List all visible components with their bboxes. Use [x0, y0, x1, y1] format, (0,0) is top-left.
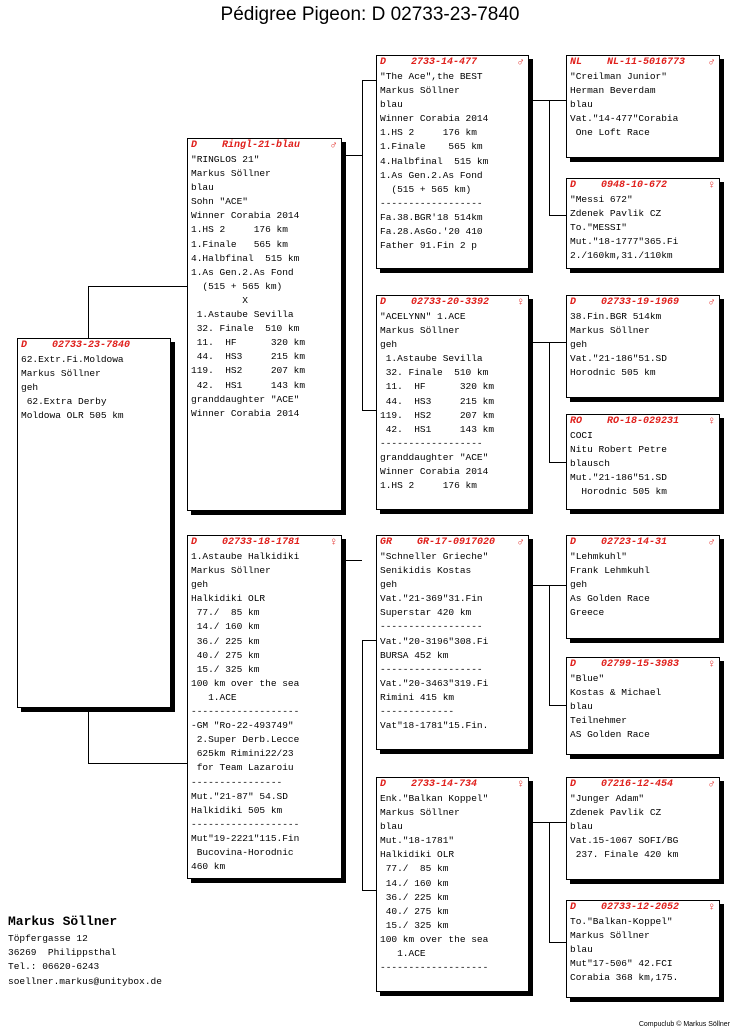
detail-line: Vat."21-186"51.SD [570, 353, 667, 365]
detail-line: geh [380, 339, 398, 351]
detail-line: geh [570, 339, 588, 351]
connector-line [88, 286, 187, 287]
detail-line: geh [380, 579, 398, 591]
detail-line: Frank Lehmkuhl [570, 565, 650, 577]
pigeon-details [188, 550, 341, 874]
ring-number: NL-11-5016773 [607, 57, 686, 68]
female-icon: ♀ [517, 297, 524, 309]
detail-line: ------------------- [191, 706, 300, 718]
detail-line: 119. HS2 207 km [380, 409, 495, 421]
detail-line: 100 km over the sea [380, 933, 489, 945]
detail-line: Vat"18-1781"15.Fin. [380, 720, 489, 732]
detail-line: "Messi 672" [570, 194, 633, 205]
detail-line: 1.Astaube Halkidiki [191, 551, 300, 562]
pigeon-card-subject [17, 338, 171, 708]
detail-line: blau [380, 99, 403, 111]
pigeon-card-mother [187, 535, 342, 879]
pigeon-details [567, 792, 719, 862]
detail-line: Winner Corabia 2014 [191, 210, 300, 222]
detail-line: granddaughter "ACE" [191, 393, 300, 405]
detail-line: 1.HS 2 176 km [191, 224, 288, 236]
detail-line: 11. HF 320 km [191, 337, 306, 349]
detail-line: 14./ 160 km [191, 621, 260, 633]
detail-line: Winner Corabia 2014 [191, 407, 300, 419]
pigeon-card-ffm [566, 178, 720, 269]
detail-line: One Loft Race [570, 127, 650, 139]
country-code: D [191, 140, 198, 151]
male-icon: ♂ [708, 779, 715, 791]
detail-line: ------------------ [380, 437, 483, 449]
pigeon-header [377, 296, 528, 310]
detail-line: ---------------- [191, 776, 283, 788]
detail-line: Markus Söllner [380, 807, 460, 819]
ring-number: 02733-23-7840 [52, 340, 131, 351]
connector-line [549, 942, 566, 943]
detail-line: Horodnic 505 km [570, 486, 667, 498]
detail-line: 42. HS1 143 km [191, 379, 306, 391]
detail-line: Enk."Balkan Koppel" [380, 793, 489, 804]
detail-line: As Golden Race [570, 593, 650, 605]
ring-number: Ringl-21-blau [222, 140, 301, 151]
connector-line [88, 708, 89, 763]
detail-line: "ACELYNN" 1.ACE [380, 311, 466, 322]
pigeon-header [567, 901, 719, 915]
detail-line: Vat."14-477"Corabia [570, 113, 679, 125]
detail-line: 62.Extr.Fi.Moldowa [21, 354, 124, 365]
connector-line [549, 822, 550, 942]
ring-number: 02733-19-1969 [601, 297, 680, 308]
female-icon: ♀ [708, 180, 715, 192]
country-code: GR [380, 537, 393, 548]
detail-line: Kostas & Michael [570, 687, 662, 699]
detail-line: blau [570, 944, 593, 956]
pigeon-header [377, 778, 528, 792]
connector-line [549, 585, 566, 586]
detail-line: 1.Finale 565 km [191, 238, 288, 250]
pigeon-card-fmf [566, 295, 720, 398]
pigeon-header [377, 536, 528, 550]
ring-number: 2733-14-734 [411, 779, 478, 790]
ring-number: 02733-12-2052 [601, 902, 680, 913]
detail-line: ------------------ [380, 197, 483, 209]
connector-line [342, 155, 362, 156]
pigeon-card-mmm [566, 900, 720, 998]
pigeon-details [567, 550, 719, 620]
detail-line: 38.Fin.BGR 514km [570, 311, 662, 322]
detail-line: blau [191, 182, 214, 194]
connector-line [362, 80, 376, 81]
detail-line: 1.ACE [380, 948, 426, 960]
connector-line [549, 342, 550, 462]
detail-line: "Blue" [570, 673, 605, 684]
detail-line: Vat.15-1067 SOFI/BG [570, 835, 679, 847]
detail-line: 36./ 225 km [380, 891, 449, 903]
detail-line: ------------------ [380, 621, 483, 633]
connector-line [362, 640, 376, 641]
pigeon-card-ff [376, 55, 529, 269]
connector-line [362, 410, 376, 411]
connector-line [549, 215, 566, 216]
detail-line: Halkidiki OLR [191, 593, 266, 605]
detail-line: Fa.38.BGR'18 514km [380, 211, 483, 223]
connector-line [362, 640, 363, 890]
pigeon-details [567, 915, 719, 985]
detail-line: 77./ 85 km [380, 863, 449, 875]
owner-name: Markus Söllner [8, 914, 118, 929]
detail-line: Superstar 420 km [380, 607, 472, 619]
detail-line: 44. HS3 215 km [380, 395, 495, 407]
detail-line: Markus Söllner [191, 168, 271, 180]
detail-line: 1.HS 2 176 km [380, 480, 477, 492]
detail-line: "Creilman Junior" [570, 71, 667, 82]
ring-number: GR-17-0917020 [417, 537, 496, 548]
detail-line: 11. HF 320 km [380, 381, 495, 393]
detail-line: -GM "Ro-22-493749" [191, 720, 294, 732]
country-code: D [570, 297, 577, 308]
detail-line: 2./160km,31./110km [570, 250, 673, 262]
country-code: D [570, 180, 577, 191]
detail-line: 32. Finale 510 km [380, 367, 489, 379]
detail-line: To."MESSI" [570, 222, 628, 234]
pigeon-details [567, 193, 719, 263]
male-icon: ♂ [330, 140, 337, 152]
detail-line: Nitu Robert Petre [570, 444, 667, 456]
ring-number: 07216-12-454 [601, 779, 674, 790]
detail-line: Mut"17-506" 42.FCI [570, 958, 673, 970]
detail-line: 32. Finale 510 km [191, 323, 300, 335]
detail-line: for Team Lazaroiu [191, 762, 294, 774]
pigeon-details [567, 310, 719, 380]
credit-text: Compuclub © Markus Söllner [638, 1021, 730, 1028]
detail-line: 1.HS 2 176 km [380, 127, 477, 139]
country-code: D [380, 297, 387, 308]
connector-line [342, 560, 362, 561]
detail-line: "Lehmkuhl" [570, 551, 628, 562]
detail-line: Markus Söllner [570, 930, 650, 942]
detail-line: Mut."21-87" 54.SD [191, 790, 288, 802]
pigeon-card-fmm [566, 414, 720, 510]
detail-line: Winner Corabia 2014 [380, 466, 489, 478]
detail-line: Sohn "ACE" [191, 196, 249, 208]
pigeon-details [567, 672, 719, 742]
country-code: RO [570, 416, 583, 427]
country-code: D [380, 779, 387, 790]
pigeon-details [377, 550, 528, 733]
detail-line: 119. HS2 207 km [191, 365, 306, 377]
pigeon-card-mm [376, 777, 529, 992]
connector-line [88, 763, 187, 764]
connector-line [549, 705, 566, 706]
male-icon: ♂ [708, 297, 715, 309]
detail-line: COCI [570, 430, 593, 441]
detail-line: 77./ 85 km [191, 607, 260, 619]
detail-line: 1.As Gen.2.As Fond [191, 266, 294, 278]
pigeon-card-fm [376, 295, 529, 510]
detail-line: Horodnic 505 km [570, 367, 656, 379]
pigeon-header [567, 56, 719, 70]
detail-line: 40./ 275 km [380, 905, 449, 917]
detail-line: Herman Beverdam [570, 85, 656, 97]
connector-line [549, 822, 566, 823]
detail-line: 4.Halbfinal 515 km [380, 155, 489, 167]
pigeon-header [567, 658, 719, 672]
detail-line: X [191, 294, 249, 306]
detail-line: 1.ACE [191, 691, 237, 703]
pigeon-details [567, 429, 719, 499]
detail-line: 44. HS3 215 km [191, 351, 306, 363]
detail-line: Halkidiki 505 km [191, 804, 283, 816]
connector-line [549, 342, 566, 343]
detail-line: Fa.28.AsGo.'20 410 [380, 226, 483, 238]
detail-line: blau [570, 99, 593, 111]
connector-line [549, 462, 566, 463]
owner-phone: Tel.: 06620-6243 [8, 961, 100, 973]
female-icon: ♀ [708, 659, 715, 671]
detail-line: blau [570, 701, 593, 713]
pigeon-header [567, 179, 719, 193]
pigeon-card-mff [566, 535, 720, 639]
detail-line: 62.Extra Derby [21, 396, 107, 408]
owner-city: 36269 Philippsthal [8, 947, 117, 959]
detail-line: Mut."18-1781" [380, 835, 455, 847]
male-icon: ♂ [708, 537, 715, 549]
detail-line: 237. Finale 420 km [570, 849, 679, 861]
ring-number: 02799-15-3983 [601, 659, 680, 670]
detail-line: 1.Astaube Sevilla [191, 309, 294, 321]
pigeon-card-mmf [566, 777, 720, 880]
connector-line [529, 822, 549, 823]
connector-line [362, 890, 376, 891]
owner-email[interactable]: soellner.markus@unitybox.de [8, 975, 162, 987]
detail-line: Vat."20-3463"319.Fi [380, 677, 489, 689]
detail-line: Teilnehmer [570, 715, 628, 727]
pigeon-header [188, 139, 341, 153]
connector-line [529, 342, 549, 343]
detail-line: 460 km [191, 861, 226, 873]
connector-line [88, 286, 89, 338]
detail-line: BURSA 452 km [380, 649, 449, 661]
detail-line: 1.Astaube Sevilla [380, 353, 483, 365]
female-icon: ♀ [708, 416, 715, 428]
pigeon-header [377, 56, 528, 70]
detail-line: To."Balkan-Koppel" [570, 916, 673, 927]
detail-line: (515 + 565 km) [191, 280, 283, 292]
detail-line: Father 91.Fin 2 p [380, 240, 477, 252]
detail-line: Vat."20-3196"308.Fi [380, 635, 489, 647]
detail-line: "RINGLOS 21" [191, 154, 260, 165]
detail-line: Markus Söllner [21, 368, 101, 380]
pigeon-header [567, 536, 719, 550]
detail-line: Corabia 368 km,175. [570, 972, 679, 984]
detail-line: 40./ 275 km [191, 649, 260, 661]
country-code: D [570, 779, 577, 790]
male-icon: ♂ [517, 537, 524, 549]
pigeon-header [567, 778, 719, 792]
female-icon: ♀ [708, 902, 715, 914]
detail-line: 1.Finale 565 km [380, 141, 483, 153]
detail-line: Mut."21-186"51.SD [570, 472, 667, 484]
ring-number: 02733-18-1781 [222, 537, 301, 548]
detail-line: Zdenek Pavlik CZ [570, 807, 662, 819]
pigeon-header [567, 296, 719, 310]
ring-number: 02723-14-31 [601, 537, 668, 548]
pigeon-details [377, 792, 528, 975]
pigeon-card-mf [376, 535, 529, 750]
ring-number: RO-18-029231 [607, 416, 680, 427]
detail-line: Markus Söllner [380, 85, 460, 97]
detail-line: ------------------- [191, 818, 300, 830]
detail-line: Greece [570, 607, 605, 619]
detail-line: Vat."21-369"31.Fin [380, 593, 483, 605]
page-title: Pédigree Pigeon: D 02733-23-7840 [220, 4, 520, 25]
owner-block [8, 912, 162, 989]
detail-line: 1.As Gen.2.As Fond [380, 169, 483, 181]
detail-line: "The Ace",the BEST [380, 71, 483, 82]
detail-line: ------------- [380, 706, 455, 718]
detail-line: geh [21, 382, 39, 394]
country-code: D [21, 340, 28, 351]
detail-line: blausch [570, 458, 610, 470]
detail-line: (515 + 565 km) [380, 183, 472, 195]
detail-line: Mut"19-2221"115.Fin [191, 832, 300, 844]
detail-line: 625km Rimini22/23 [191, 748, 294, 760]
country-code: D [570, 902, 577, 913]
detail-line: Halkidiki OLR [380, 849, 455, 861]
pigeon-header [18, 339, 170, 353]
country-code: D [570, 537, 577, 548]
detail-line: ------------------ [380, 663, 483, 675]
detail-line: 14./ 160 km [380, 877, 449, 889]
detail-line: 2.Super Derb.Lecce [191, 734, 300, 746]
pigeon-header [188, 536, 341, 550]
detail-line: 36./ 225 km [191, 635, 260, 647]
connector-line [549, 585, 550, 705]
connector-line [549, 100, 566, 101]
detail-line: Moldowa OLR 505 km [21, 410, 124, 422]
pigeon-details [188, 153, 341, 421]
male-icon: ♂ [517, 57, 524, 69]
detail-line: Senikidis Kostas [380, 565, 472, 577]
detail-line: Zdenek Pavlik CZ [570, 208, 662, 220]
female-icon: ♀ [330, 537, 337, 549]
country-code: D [570, 659, 577, 670]
pigeon-card-fff [566, 55, 720, 158]
owner-street: Töpfergasse 12 [8, 933, 88, 944]
detail-line: geh [570, 579, 588, 591]
pigeon-header [567, 415, 719, 429]
connector-line [529, 100, 549, 101]
detail-line: "Junger Adam" [570, 793, 645, 804]
pigeon-details [18, 353, 170, 423]
detail-line: 15./ 325 km [380, 919, 449, 931]
pigeon-card-father [187, 138, 342, 511]
detail-line: Bucovina-Horodnic [191, 846, 294, 858]
pigeon-card-mfm [566, 657, 720, 755]
detail-line: Winner Corabia 2014 [380, 113, 489, 125]
detail-line: 42. HS1 143 km [380, 423, 495, 435]
connector-line [529, 585, 549, 586]
detail-line: blau [570, 821, 593, 833]
detail-line: AS Golden Race [570, 729, 650, 741]
detail-line: 4.Halbfinal 515 km [191, 252, 300, 264]
ring-number: 0948-10-672 [601, 180, 668, 191]
pigeon-details [567, 70, 719, 140]
ring-number: 02733-20-3392 [411, 297, 490, 308]
detail-line: 100 km over the sea [191, 677, 300, 689]
female-icon: ♀ [517, 779, 524, 791]
detail-line: Markus Söllner [570, 325, 650, 337]
connector-line [549, 100, 550, 215]
country-code: D [380, 57, 387, 68]
male-icon: ♂ [708, 57, 715, 69]
country-code: D [191, 537, 198, 548]
detail-line: geh [191, 579, 209, 591]
pigeon-details [377, 310, 528, 493]
detail-line: blau [380, 821, 403, 833]
detail-line: Rimini 415 km [380, 691, 455, 703]
connector-line [362, 80, 363, 410]
country-code: NL [570, 57, 583, 68]
pigeon-details [377, 70, 528, 253]
detail-line: Markus Söllner [191, 565, 271, 577]
detail-line: 15./ 325 km [191, 663, 260, 675]
detail-line: "Schneller Grieche" [380, 551, 489, 562]
detail-line: ------------------- [380, 962, 489, 974]
ring-number: 2733-14-477 [411, 57, 478, 68]
detail-line: Markus Söllner [380, 325, 460, 337]
detail-line: Mut."18-1777"365.Fi [570, 236, 679, 248]
detail-line: granddaughter "ACE" [380, 451, 489, 463]
